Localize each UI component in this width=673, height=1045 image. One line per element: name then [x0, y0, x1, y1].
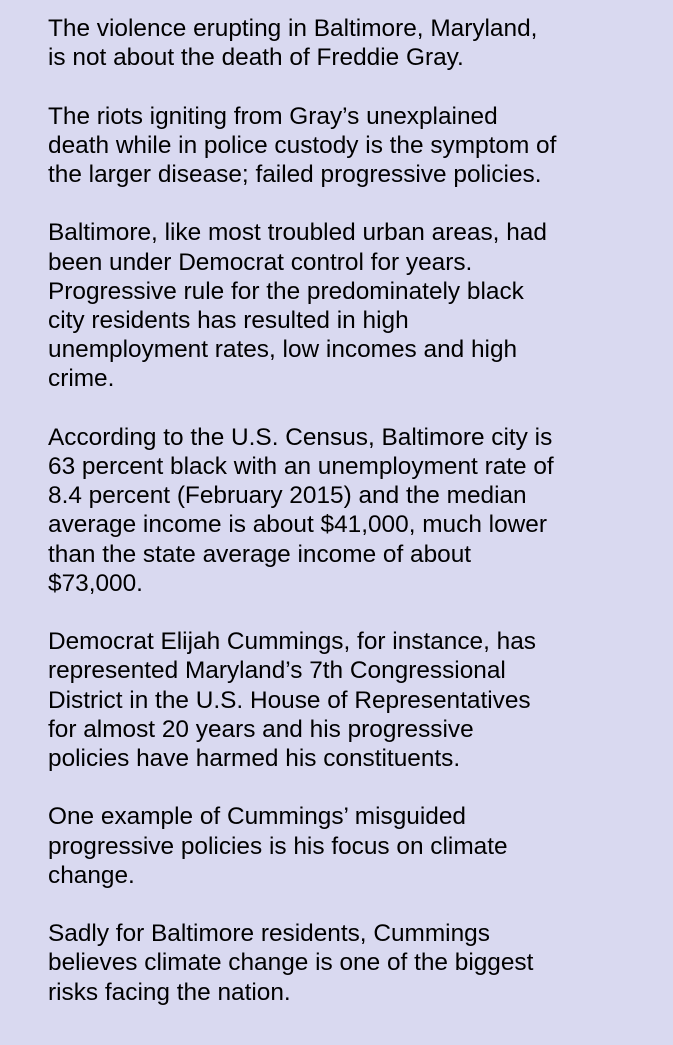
paragraph-7: Sadly for Baltimore residents, Cummings believes climate change is one of the biggest risks facing the nation.	[48, 920, 534, 1006]
paragraph-1: The violence erupting in Baltimore, Maryland, is not about the death of Freddie Gray.	[48, 15, 538, 72]
paragraph-5: Democrat Elijah Cummings, for instance, has represented Maryland’s 7th Congressional District in the U.S. House of Representatives for almost 20 years and his progressive policies have harmed his constituents.	[48, 628, 537, 773]
paragraph-3: Baltimore, like most troubled urban areas, had been under Democrat control for years. Progressive rule for the predominately black city residents has resulted in high unemployment rates, low incomes and high crime.	[48, 219, 547, 393]
paragraph-4: According to the U.S. Census, Baltimore city is 63 percent black with an unemployment rate of 8.4 percent (February 2015) and the median average income is about $41,000, much lower than the state average income of about $73,000.	[48, 423, 554, 597]
paragraph-2: The riots igniting from Gray’s unexplained death while in police custody is the symptom of the larger disease; failed progressive policies.	[48, 102, 557, 188]
paragraph-6: One example of Cummings’ misguided progressive policies is his focus on climate change.	[48, 803, 508, 889]
